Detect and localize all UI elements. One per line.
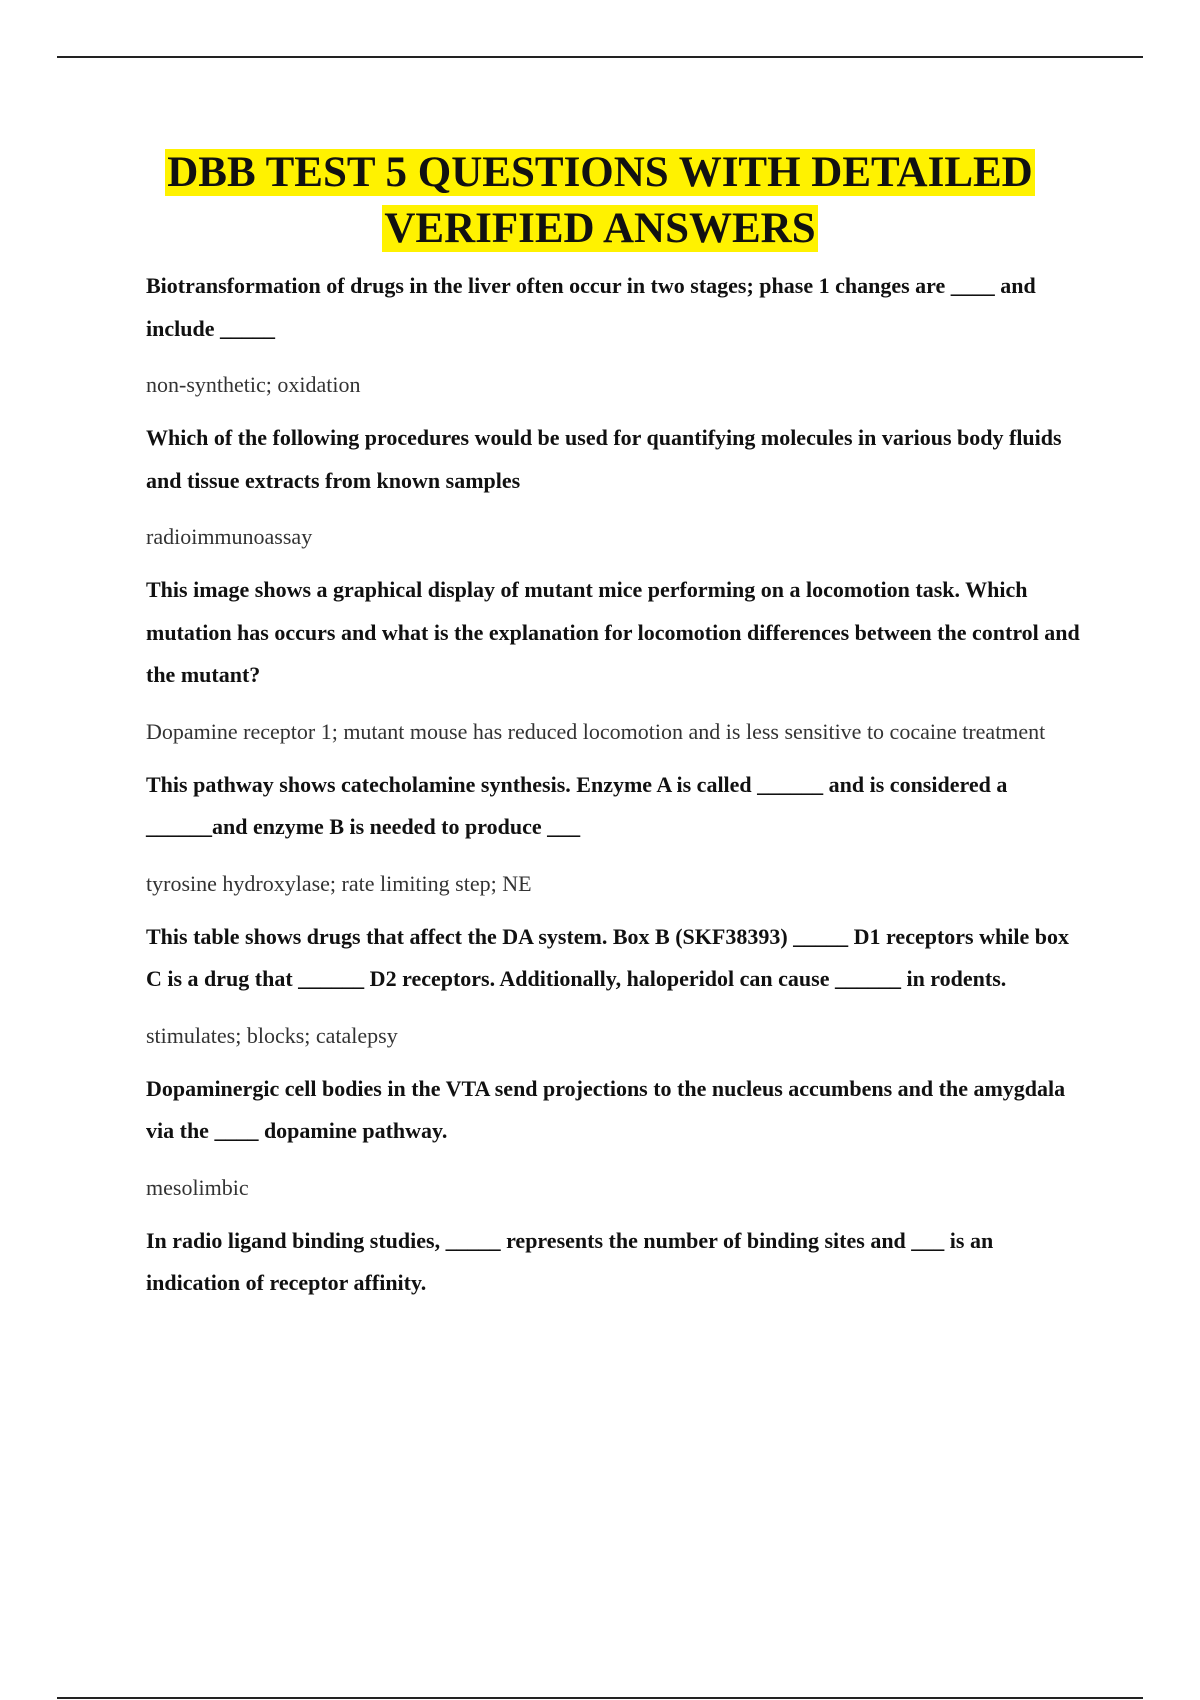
qa-item-6: [146, 1068, 1086, 1208]
title-line-1: DBB TEST 5 QUESTIONS WITH DETAILED: [167, 149, 1033, 196]
question-1: Biotransformation of drugs in the liver often occur in two stages; phase 1 changes are ____ and include _____: [146, 273, 1036, 341]
answer-1: non-synthetic; oxidation: [146, 372, 361, 397]
question-3: This image shows a graphical display of mutant mice performing on a locomotion task. Which mutation has occurs and what is the explanation for locomotion differences between the control and the mutant?: [146, 577, 1080, 687]
qa-item-3: [146, 569, 1086, 752]
question-5: This table shows drugs that affect the DA system. Box B (SKF38393) _____ D1 receptors while box C is a drug that ______ D2 receptors. Additionally, haloperidol can cause ______ in rodents.: [146, 923, 1069, 991]
title-line-2: VERIFIED ANSWERS: [384, 205, 816, 252]
answer-3: Dopamine receptor 1; mutant mouse has reduced locomotion and is less sensitive to cocaine treatment: [146, 718, 1046, 744]
question-6: Dopaminergic cell bodies in the VTA send projections to the nucleus accumbens and the amygdala via the ____ dopamine pathway.: [146, 1075, 1066, 1143]
qa-item-4: [146, 764, 1086, 904]
question-7: In radio ligand binding studies, _____ represents the number of binding sites and ___ is an indication of receptor affinity.: [146, 1227, 994, 1295]
qa-list: [146, 265, 1086, 1305]
qa-item-1: [146, 265, 1086, 405]
qa-item-7: [146, 1220, 1086, 1305]
answer-4: tyrosine hydroxylase; rate limiting step; NE: [146, 870, 532, 896]
answer-2: radioimmunoassay: [146, 524, 313, 549]
answer-5: stimulates; blocks; catalepsy: [146, 1022, 398, 1048]
bottom-rule: [57, 1697, 1143, 1699]
top-rule: [57, 56, 1143, 58]
qa-item-2: [146, 417, 1086, 557]
answer-6: mesolimbic: [146, 1174, 249, 1200]
qa-item-5: [146, 916, 1086, 1056]
question-2: Which of the following procedures would be used for quantifying molecules in various body fluids and tissue extracts from known samples: [146, 425, 1062, 493]
page-title: [60, 145, 1140, 257]
question-4: This pathway shows catecholamine synthesis. Enzyme A is called ______ and is considered a ______and enzyme B is needed to produce ___: [146, 771, 1008, 839]
